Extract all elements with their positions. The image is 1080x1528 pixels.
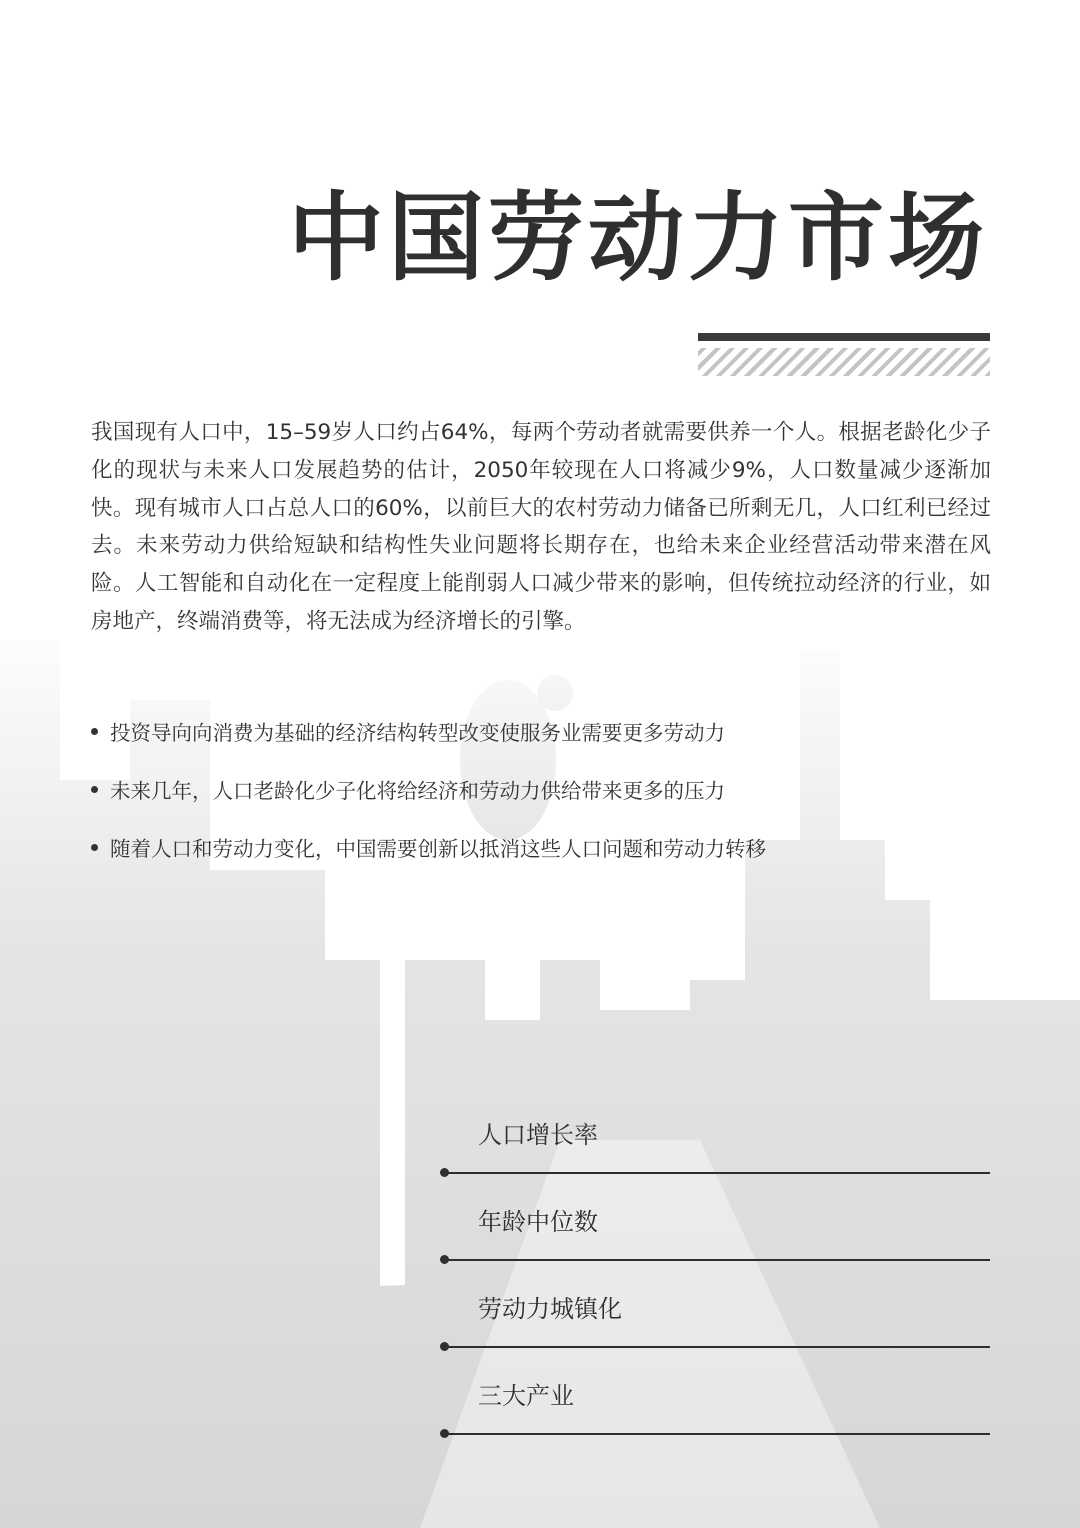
page-title: 中国劳动力市场 — [288, 182, 988, 294]
stat-label: 年龄中位数 — [478, 1208, 598, 1236]
bullet-dot-icon — [91, 786, 98, 793]
bullet-text: 随着人口和劳动力变化，中国需要创新以抵消这些人口问题和劳动力转移 — [110, 837, 766, 861]
stat-item-median-age — [440, 1202, 990, 1272]
bullet-dot-icon — [91, 844, 98, 851]
stat-item-three-industries — [440, 1376, 990, 1446]
bullet-list — [91, 702, 766, 876]
stat-divider — [444, 1433, 990, 1435]
bullet-text: 未来几年，人口老龄化少子化将给经济和劳动力供给带来更多的压力 — [110, 779, 725, 803]
title-underline-bar — [698, 333, 990, 341]
stat-item-population-growth — [440, 1115, 990, 1185]
bullet-text: 投资导向向消费为基础的经济结构转型改变使服务业需要更多劳动力 — [110, 721, 725, 745]
stat-label: 人口增长率 — [478, 1121, 598, 1149]
stat-divider — [444, 1346, 990, 1348]
bullet-item — [91, 760, 766, 818]
bullet-dot-icon — [91, 728, 98, 735]
stat-label: 三大产业 — [478, 1382, 574, 1410]
stat-label: 劳动力城镇化 — [478, 1295, 622, 1323]
bullet-item — [91, 702, 766, 760]
intro-paragraph: 我国现有人口中，15–59岁人口约占64%，每两个劳动者就需要供养一个人。根据老龄化少子化的现状与未来人口发展趋势的估计，2050年较现在人口将减少9%，人口数量减少逐渐加快。现有城市人口占总人口的60%，以前巨大的农村劳动力储备已所剩无几，人口红利已经过去。未来劳动力供给短缺和结构性失业问题将长期存在，也给未来企业经营活动带来潜在风险。人工智能和自动化在一定程度上能削弱人口减少带来的影响，但传统拉动经济的行业，如房地产，终端消费等，将无法成为经济增长的引擎。 — [91, 420, 991, 634]
stat-item-labor-urbanization — [440, 1289, 990, 1359]
stat-divider — [444, 1259, 990, 1261]
bullet-item — [91, 818, 766, 876]
title-hatch-decoration — [698, 348, 990, 376]
stat-divider — [444, 1172, 990, 1174]
